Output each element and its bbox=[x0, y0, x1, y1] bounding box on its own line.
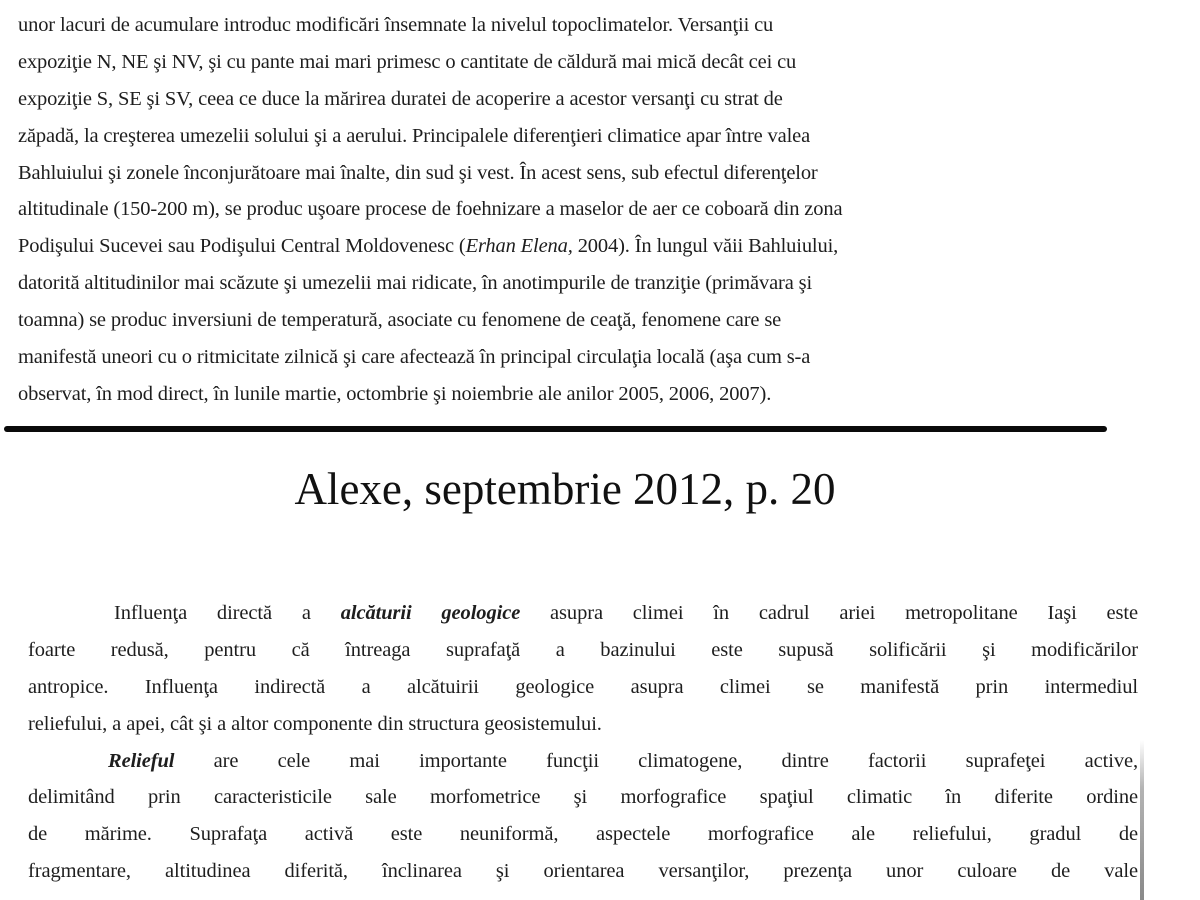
scan-edge-shadow bbox=[1140, 740, 1144, 900]
text-line: expoziţie N, NE şi NV, şi cu pante mai mari primesc o cantitate de căldură mai mică decât cei cu bbox=[18, 50, 797, 73]
source-caption: Alexe, septembrie 2012, p. 20 bbox=[294, 464, 836, 514]
bottom-excerpt bbox=[28, 595, 1138, 890]
text-line: Bahluiului şi zonele înconjurătoare mai înalte, din sud şi vest. În acest sens, sub efectul diferenţelor bbox=[18, 161, 818, 184]
text-line: observat, în mod direct, în lunile martie, octombrie şi noiembrie ale anilor 2005, 2006, 2007). bbox=[18, 382, 772, 405]
text-line: fragmentare, altitudinea diferită, înclinarea şi orientarea versanţilor, prezenţa unor culoare de vale bbox=[28, 860, 1138, 883]
text-line bbox=[28, 743, 1138, 780]
text-line: manifestă uneori cu o ritmicitate zilnică şi care afectează în principal circulaţia locală (aşa cum s-a bbox=[18, 346, 811, 369]
text-fragment: 2004). În lungul văii Bahluiului, bbox=[572, 235, 839, 258]
top-excerpt bbox=[18, 7, 1118, 413]
text-line: altitudinale (150-200 m), se produc uşoare procese de foehnizare a maselor de aer ce coboară din zona bbox=[18, 198, 843, 221]
text-line: delimitând prin caracteristicile sale morfometrice şi morfografice spaţiul climatic în diferite ordine bbox=[28, 786, 1138, 809]
text-fragment: asupra climei în cadrul ariei metropolitane Iaşi este bbox=[520, 602, 1138, 624]
text-line: reliefului, a apei, cât şi a altor componente din structura geosistemului. bbox=[28, 712, 602, 735]
emphasized-term: alcăturii geologice bbox=[340, 602, 521, 624]
text-line bbox=[28, 595, 1138, 632]
text-line: foarte redusă, pentru că întreaga suprafaţă a bazinului este supusă solificării şi modificărilor bbox=[28, 638, 1138, 661]
text-fragment: are cele mai importante funcţii climatogene, dintre factorii suprafeţei active, bbox=[174, 749, 1138, 772]
emphasized-term: Relieful bbox=[108, 749, 175, 772]
text-line bbox=[18, 228, 1118, 265]
text-fragment: Podişului Sucevei sau Podişului Central Moldovenesc ( bbox=[18, 235, 466, 258]
text-line: zăpadă, la creşterea umezelii solului şi a aerului. Principalele diferenţieri climatice apar între valea bbox=[18, 124, 811, 147]
text-line: de mărime. Suprafaţa activă este neuniformă, aspectele morfografice ale reliefului, gradul de bbox=[28, 823, 1138, 846]
text-line: unor lacuri de acumulare introduc modificări însemnate la nivelul topoclimatelor. Versanţii cu bbox=[18, 14, 774, 36]
text-fragment: Influenţa directă a bbox=[114, 602, 341, 624]
text-line: antropice. Influenţa indirectă a alcătuirii geologice asupra climei se manifestă prin intermediul bbox=[28, 675, 1138, 698]
text-line: toamna) se produc inversiuni de temperatură, asociate cu fenomene de ceaţă, fenomene care se bbox=[18, 309, 782, 332]
section-divider bbox=[4, 426, 1107, 432]
text-line: expoziţie S, SE şi SV, ceea ce duce la mărirea duratei de acoperire a acestor versanţi cu strat de bbox=[18, 87, 783, 110]
text-line: datorită altitudinilor mai scăzute şi umezelii mai ridicate, în anotimpurile de tranziţie (primăvara şi bbox=[18, 272, 813, 295]
citation-author: Erhan Elena, bbox=[465, 235, 573, 258]
